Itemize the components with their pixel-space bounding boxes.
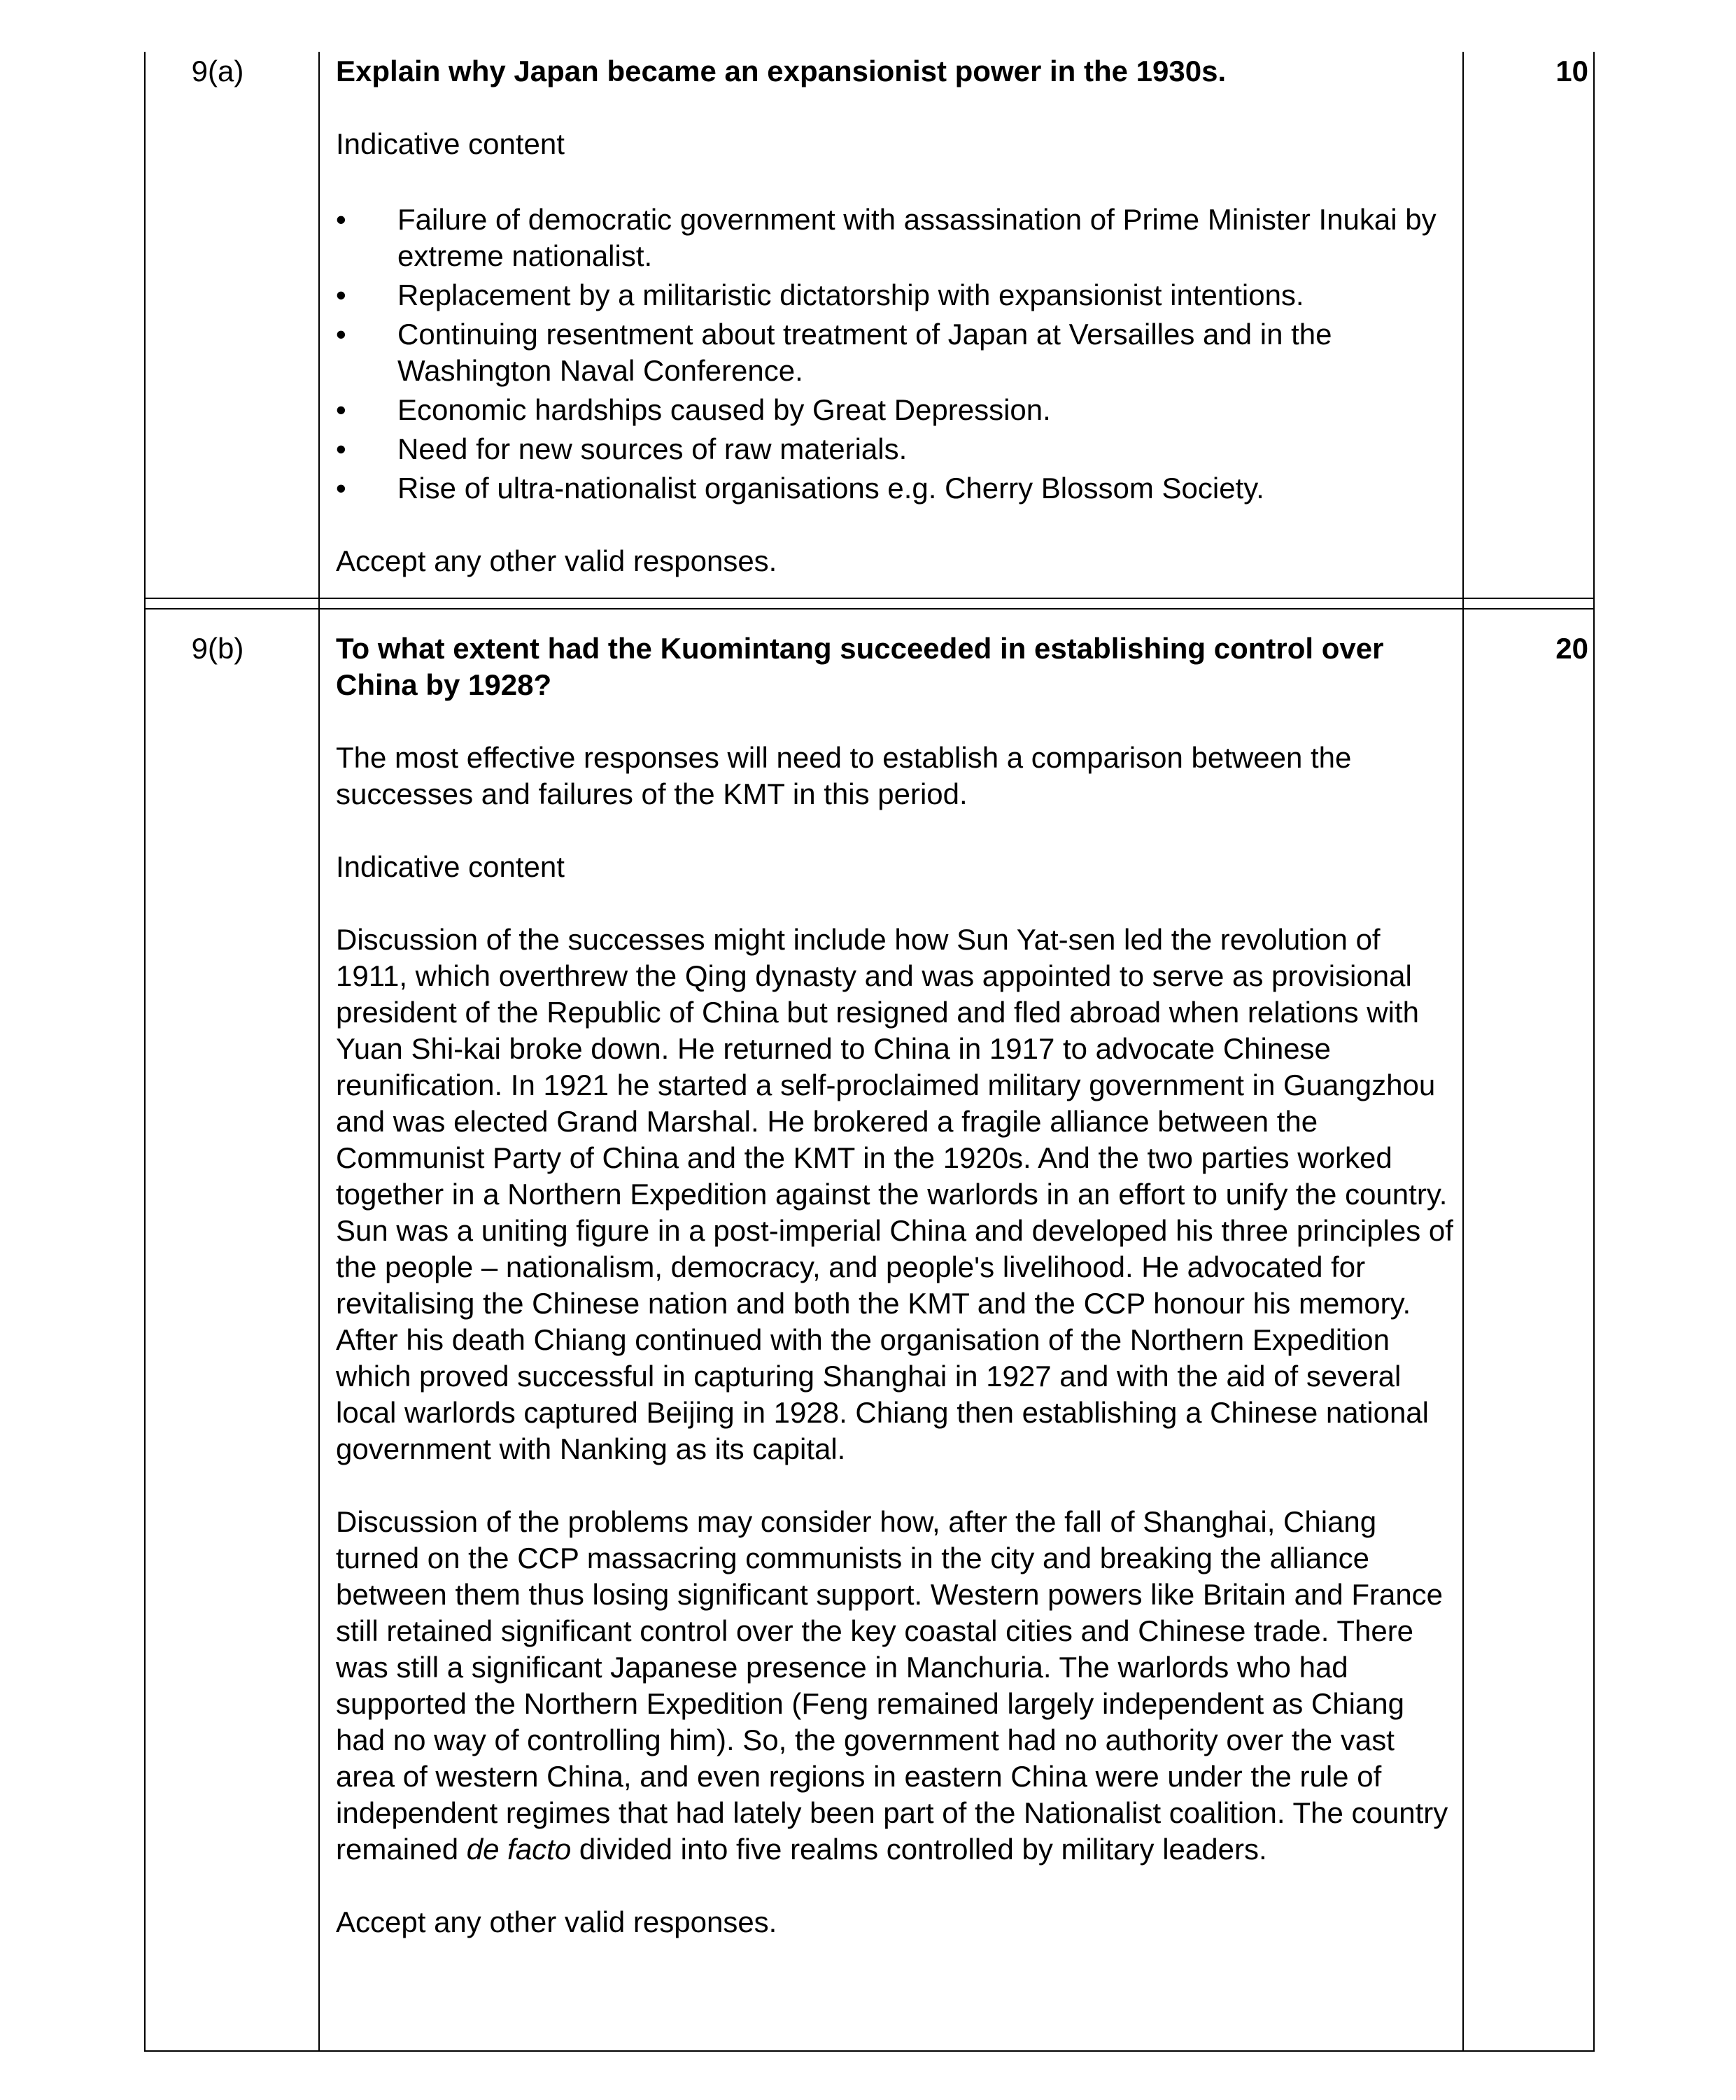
bullet-icon: • [336, 393, 346, 426]
question-content [336, 630, 1455, 1940]
question-number: 9(a) [191, 55, 244, 87]
question-title: Explain why Japan became an expansionist power in the 1930s. [336, 55, 1227, 87]
list-item: • Continuing resentment about treatment of Japan at Versailles and in the Washington Naval Conference. [336, 318, 1332, 387]
bullet-icon: • [336, 432, 346, 465]
intro-paragraph: The most effective responses will need to establish a comparison between the successes and failures of the KMT in this period. [336, 741, 1352, 810]
table-bottom-border [144, 2050, 1595, 2052]
closing-note: Accept any other valid responses. [336, 544, 777, 577]
list-item: • Rise of ultra-nationalist organisations e.g. Cherry Blossom Society. [336, 470, 1455, 507]
question-content [336, 53, 1455, 579]
question-number: 9(b) [191, 632, 244, 665]
bullet-icon: • [336, 318, 346, 351]
row-separator-top [144, 598, 1595, 599]
question-marks: 10 [1555, 55, 1588, 87]
list-item: • Need for new sources of raw materials. [336, 431, 1455, 467]
successes-paragraph: Discussion of the successes might include how Sun Yat-sen led the revolution of 1911, which overthrew the Qing dynasty and was appointed to serve as provisional president of the Republic of China but resigned and fled abroad when relations with Yuan Shi-kai broke down. He returned to China in 1917 to advocate Chinese reunification. In 1921 he started a self-proclaimed military government in Guangzhou and was elected Grand Marshal. He brokered a fragile alliance between the Communist Party of China and the KMT in the 1920s. And the two parties worked together in a Northern Expedition against the warlords in an effort to unify the country. Sun was a uniting figure in a post-imperial China and developed his three principles of the people – nationalism, democracy, and people's livelihood. He advocated for revitalising the Chinese nation and both the KMT and the CCP honour his memory. After his death Chiang continued with the organisation of the Northern Expedition which proved successful in capturing Shanghai in 1927 and with the aid of several local warlords captured Beijing in 1928. Chiang then establishing a Chinese national government with Nanking as its capital. [336, 923, 1453, 1465]
column-divider-question [318, 52, 320, 2052]
table-right-border [1593, 52, 1595, 2052]
row-separator-bottom [144, 608, 1595, 609]
column-divider-marks [1462, 52, 1464, 2052]
question-marks: 20 [1555, 632, 1588, 665]
list-item: • Replacement by a militaristic dictatorship with expansionist intentions. [336, 277, 1455, 313]
list-item: • Failure of democratic government with assassination of Prime Minister Inukai by extreme nationalist. [336, 203, 1437, 272]
problems-paragraph: Discussion of the problems may consider how, after the fall of Shanghai, Chiang turned on the CCP massacring communists in the city and breaking the alliance between them thus losing significant support. Western powers like Britain and France still retained significant control over the key coastal cities and Chinese trade. There was still a significant Japanese presence in Manchuria. The warlords who had supported the Northern Expedition (Feng remained largely independent as Chiang had no way of controlling him). So, the government had no authority over the vast area of western China, and even regions in eastern China were under the rule of independent regimes that had lately been part of the Nationalist coalition. The country remained de facto divided into five realms controlled by military leaders. [336, 1505, 1448, 1866]
indicative-label: Indicative content [336, 127, 565, 160]
bullet-icon: • [336, 279, 346, 311]
question-title: To what extent had the Kuomintang succeeded in establishing control over China by 1928? [336, 632, 1384, 701]
indicative-label: Indicative content [336, 850, 565, 883]
table-left-border [144, 52, 146, 2052]
list-item: • Economic hardships caused by Great Depression. [336, 392, 1455, 428]
closing-note: Accept any other valid responses. [336, 1905, 777, 1938]
bullet-icon: • [336, 472, 346, 505]
bullet-list [336, 202, 1455, 507]
bullet-icon: • [336, 203, 346, 236]
